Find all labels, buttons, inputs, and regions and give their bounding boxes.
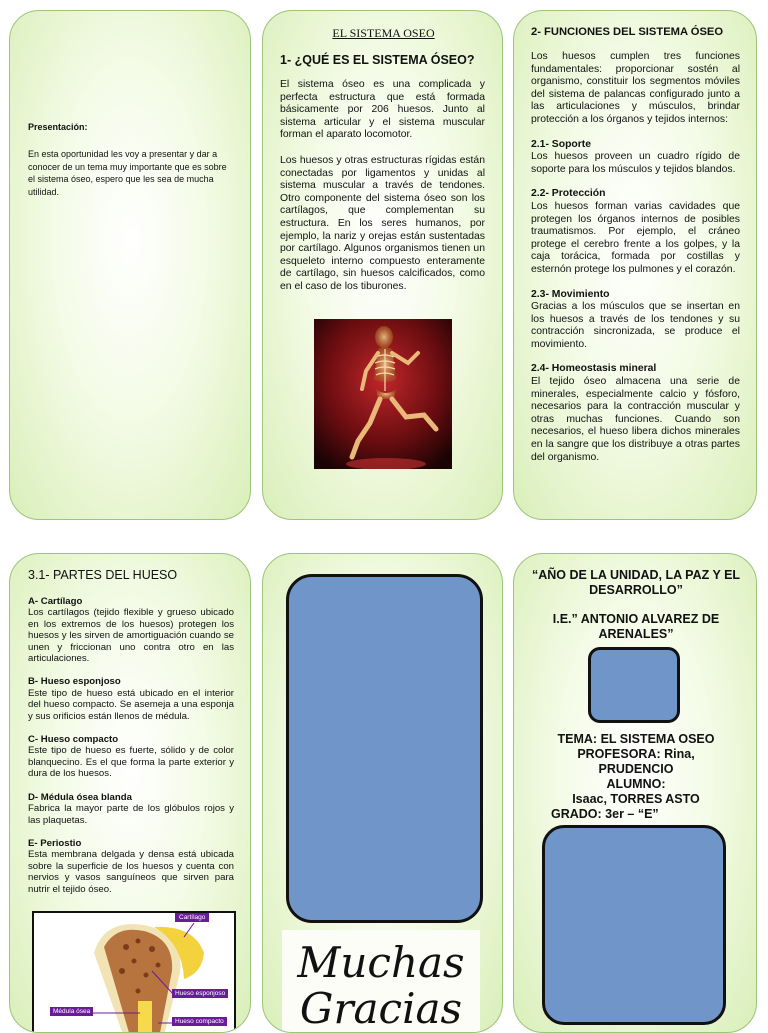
functions-content [531, 51, 740, 464]
thanks-card [282, 930, 480, 1033]
function-title: 2.3- Movimiento [531, 288, 610, 300]
topic: TEMA: EL SISTEMA OSEO [557, 732, 715, 746]
function-text: Gracias a los músculos que se insertan en los huesos a través de los tendones y su contracción sincronizada, se produce el movimiento. [531, 301, 740, 350]
part-title: E- Periostio [28, 837, 82, 849]
part-text: Este tipo de hueso es fuerte, sólido y de color blanquecino. Es el que forma la parte exterior y dura de los huesos. [28, 745, 234, 780]
function-title: 2.2- Protección [531, 188, 606, 200]
function-text: El tejido óseo almacena una serie de minerales, especialmente calcio y fósforo, necesarios para la contracción muscular y otras muchas funciones. Cuando son necesarios, el hueso libera dichos minerales en la sangre que los distribuye a otras partes del organismo. [531, 376, 740, 463]
part-text: Fabrica la mayor parte de los glóbulos rojos y las plaquetas. [28, 803, 234, 826]
function-text: Los huesos proveen un cuadro rígido de soporte para los músculos y tejidos blandos. [531, 151, 740, 175]
teacher-name: PRUDENCIO [598, 762, 674, 776]
student-photo-placeholder [542, 825, 726, 1025]
part-text: Esta membrana delgada y densa está ubicada sobre la superficie de los huesos y cuenta con nervios y vasos sanguíneos que sirven para nutrir el tejido óseo. [28, 849, 234, 895]
intro-paragraph-1: El sistema óseo es una complicada y perfecta estructura que está formada básicamente por 206 huesos. Junto al sistema articular y el sistema muscular forman el aparato locomotor. [280, 79, 485, 141]
part-title: C- Hueso compacto [28, 734, 119, 746]
thanks-line-2: Gracias [299, 984, 463, 1033]
functions-heading: 2- FUNCIONES DEL SISTEMA ÓSEO [531, 26, 724, 38]
label-cartilage: Cartílago [175, 913, 209, 922]
teacher-label: PROFESORA: Rina, [577, 747, 695, 761]
presentation-panel [9, 10, 251, 520]
school-logo-placeholder [588, 647, 680, 723]
part-text: Los cartílagos (tejido flexible y grueso ubicado en los extremos de los huesos) protegen los huesos y les sirven de amortiguación cuando se unen y friccionan uno contra otro en las articulaciones. [28, 607, 234, 665]
cover-details [514, 732, 757, 822]
student-name: Isaac, TORRES ASTO [572, 792, 700, 806]
grade: GRADO: 3er – “E” [551, 807, 659, 821]
part-title: D- Médula ósea blanda [28, 791, 132, 803]
thanks-line-1: Muchas [297, 938, 465, 987]
parts-content [28, 596, 234, 895]
label-compact-bone: Hueso compacto [172, 1017, 227, 1026]
image-placeholder-large [286, 574, 483, 923]
intro-panel [262, 10, 503, 520]
year-motto: “AÑO DE LA UNIDAD, LA PAZ Y EL DESARROLLO” [531, 568, 741, 597]
part-text: Este tipo de hueso está ubicado en el interior del hueso compacto. Se asemeja a una esponja y sus orificios están llenos de médula. [28, 687, 234, 722]
student-label: ALUMNO: [606, 777, 666, 791]
parts-heading: 3.1- PARTES DEL HUESO [28, 568, 178, 582]
intro-paragraph-2: Los huesos y otras estructuras rígidas están conectadas por ligamentos y unidas al sistema muscular a través de tendones. Otro componente del sistema óseo son los cartílagos, que complementan su estructura. En los seres humanos, por ejemplo, la nariz y orejas están sustentadas por cartílago. Algunos organismos tienen un esqueleto interno compuesto enteramente de cartílago, sin huesos calcificados, como en el caso de los tiburones. [280, 155, 485, 292]
label-spongy-bone: Hueso esponjoso [172, 989, 228, 998]
functions-panel [513, 10, 757, 520]
intro-heading: 1- ¿QUÉ ES EL SISTEMA ÓSEO? [280, 53, 475, 67]
part-title: A- Cartílago [28, 596, 83, 607]
document-title: EL SISTEMA OSEO [332, 26, 435, 40]
bone-diagram [32, 911, 236, 1033]
functions-intro: Los huesos cumplen tres funciones fundamentales: proporcionar sostén al organismo, constituir los segmentos móviles del sistema de palancas configurado junto a las articulaciones y músculos, brindar protección a los órganos y tejidos internos: [531, 51, 740, 125]
thanks-panel [262, 553, 503, 1033]
presentation-heading: Presentación: [28, 122, 88, 132]
skeleton-runner-image [314, 319, 452, 469]
function-title: 2.1- Soporte [531, 138, 592, 150]
cover-panel [513, 553, 757, 1033]
bone-parts-panel [9, 553, 251, 1033]
presentation-text: En esta oportunidad les voy a presentar y dar a conocer de un tema muy importante que es sobre el sistema óseo, espero que les sea de mucha utilidad. [28, 149, 227, 197]
label-bone-marrow: Médula ósea [50, 1007, 93, 1016]
part-title: B- Hueso esponjoso [28, 676, 121, 688]
function-text: Los huesos forman varias cavidades que protegen los órganos internos de posibles traumatismos. Por ejemplo, el cráneo protege el cerebro frente a los golpes, y la caja torácica, formada por costillas y esternón protege los pulmones y el corazón. [531, 200, 740, 275]
function-title: 2.4- Homeostasis mineral [531, 363, 657, 375]
school-name: I.E.” ANTONIO ALVAREZ DE ARENALES” [552, 612, 720, 641]
